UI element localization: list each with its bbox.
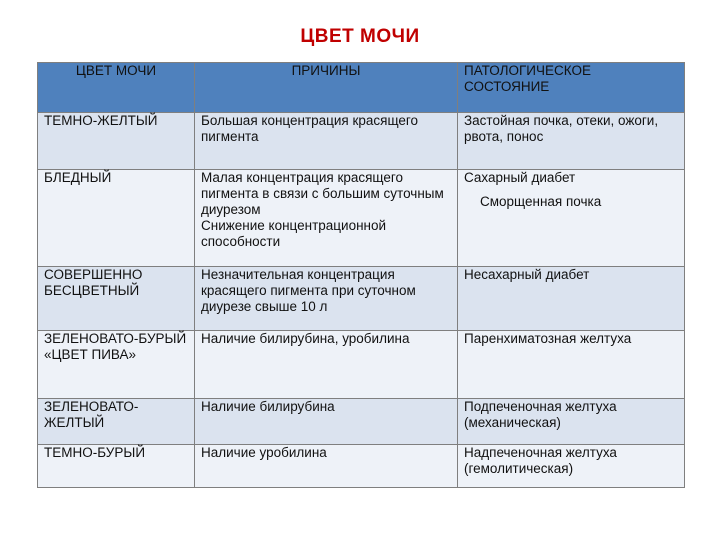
causes-cell: Незначительная концентрация красящего пигмента при суточном диурезе свыше 10 л: [195, 267, 458, 331]
causes-cell: Наличие уробилина: [195, 445, 458, 488]
color-cell: БЛЕДНЫЙ: [38, 170, 195, 267]
condition-cell: Паренхиматозная желтуха: [458, 331, 685, 399]
condition-cell: Несахарный диабет: [458, 267, 685, 331]
table-row: [38, 331, 685, 399]
table-row: [38, 170, 685, 267]
page-title: ЦВЕТ МОЧИ: [300, 26, 420, 47]
causes-cell: Наличие билирубина: [195, 399, 458, 445]
urine-color-table: [37, 62, 685, 488]
table-row: [38, 113, 685, 170]
causes-cell: Наличие билирубина, уробилина: [195, 331, 458, 399]
causes-cell: Малая концентрация красящего пигмента в связи с большим суточным диурезом Снижение концентрационной способности: [195, 170, 458, 267]
condition-cell: Сахарный диабет Сморщенная почка: [458, 170, 685, 267]
color-cell: ТЕМНО-БУРЫЙ: [38, 445, 195, 488]
color-cell: ТЕМНО-ЖЕЛТЫЙ: [38, 113, 195, 170]
table-row: [38, 267, 685, 331]
header-condition: ПАТОЛОГИЧЕСКОЕ СОСТОЯНИЕ: [458, 63, 685, 113]
table-row: [38, 445, 685, 488]
table-row: [38, 399, 685, 445]
color-cell: СОВЕРШЕННО БЕСЦВЕТНЫЙ: [38, 267, 195, 331]
condition-cell: Застойная почка, отеки, ожоги, рвота, понос: [458, 113, 685, 170]
header-color: ЦВЕТ МОЧИ: [38, 63, 195, 113]
condition-cell: Подпеченочная желтуха (механическая): [458, 399, 685, 445]
header-row: [38, 63, 685, 113]
color-cell: ЗЕЛЕНОВАТО-ЖЕЛТЫЙ: [38, 399, 195, 445]
causes-cell: Большая концентрация красящего пигмента: [195, 113, 458, 170]
color-cell: ЗЕЛЕНОВАТО-БУРЫЙ «ЦВЕТ ПИВА»: [38, 331, 195, 399]
condition-cell: Надпеченочная желтуха (гемолитическая): [458, 445, 685, 488]
header-causes: ПРИЧИНЫ: [195, 63, 458, 113]
